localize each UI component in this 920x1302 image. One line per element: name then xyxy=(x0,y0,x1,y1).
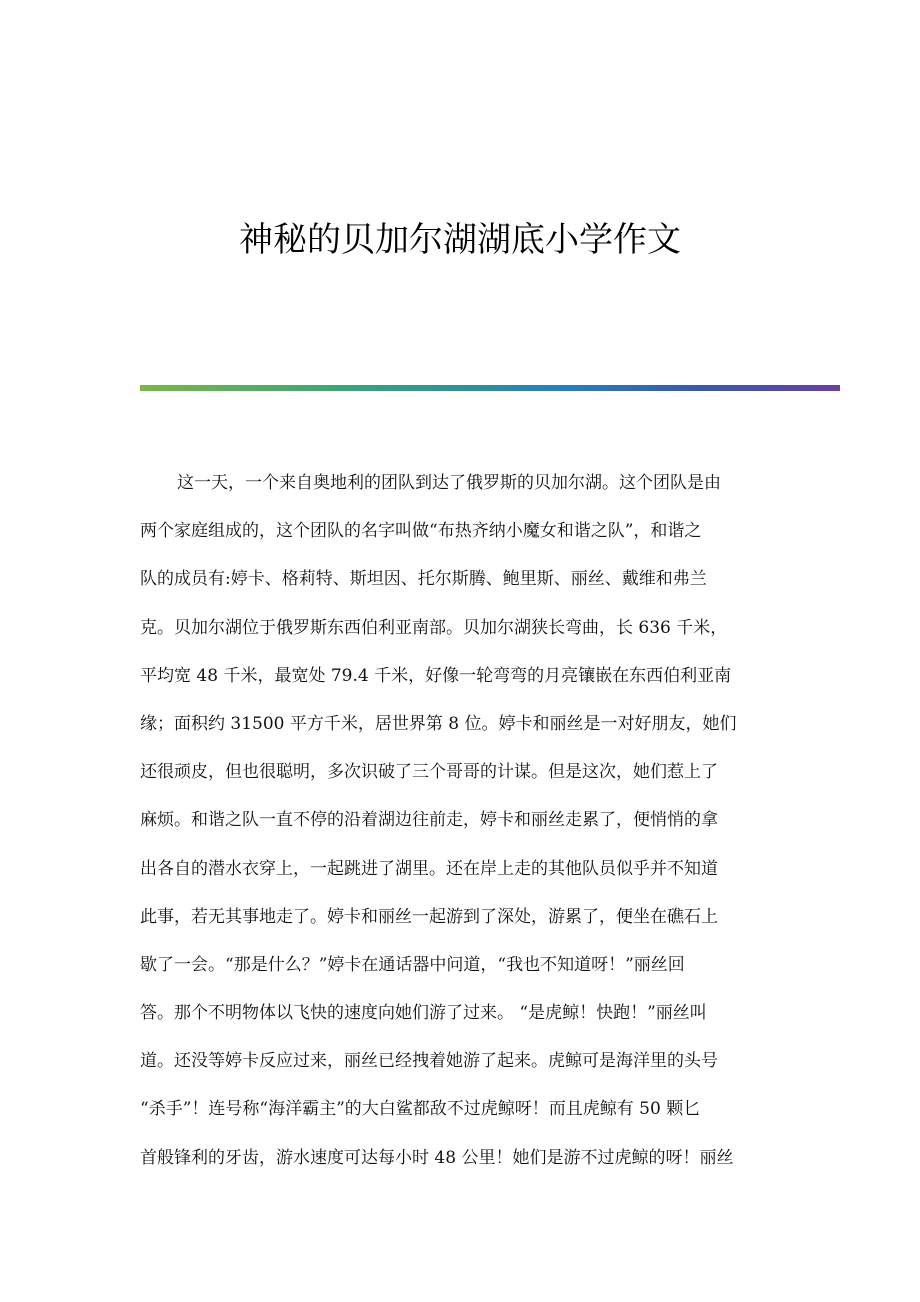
text-line: 道。还没等婷卡反应过来，丽丝已经拽着她游了起来。虎鲸可是海洋里的头号 xyxy=(140,1051,718,1072)
text-line: 麻烦。和谐之队一直不停的沿着湖边往前走，婷卡和丽丝走累了，便悄悄的拿 xyxy=(140,810,718,831)
text-line: “杀手”！连号称“海洋霸主”的大白鲨都敌不过虎鲸呀！而且虎鲸有 50 颗匕 xyxy=(140,1099,701,1120)
essay-body xyxy=(140,459,780,1182)
text-line: 首般锋利的牙齿，游水速度可达每小时 48 公里！她们是游不过虎鲸的呀！丽丝 xyxy=(140,1147,734,1168)
text-line: 克。贝加尔湖位于俄罗斯东西伯利亚南部。贝加尔湖狭长弯曲，长 636 千米， xyxy=(140,617,728,638)
text-line: 此事，若无其事地走了。婷卡和丽丝一起游到了深处，游累了，便坐在礁石上 xyxy=(140,906,718,927)
document-title: 神秘的贝加尔湖湖底小学作文 xyxy=(239,220,681,260)
text-line: 还很顽皮，但也很聪明，多次识破了三个哥哥的计谋。但是这次，她们惹上了 xyxy=(140,762,718,783)
title-divider xyxy=(140,385,840,391)
text-line: 两个家庭组成的，这个团队的名字叫做“布热齐纳小魔女和谐之队”，和谐之 xyxy=(140,521,702,542)
text-line: 答。那个不明物体以飞快的速度向她们游了过来。 “是虎鲸！快跑！”丽丝叫 xyxy=(140,1003,707,1024)
text-line: 缘；面积约 31500 平方千米，居世界第 8 位。婷卡和丽丝是一对好朋友，她们 xyxy=(140,713,737,734)
text-line: 这一天，一个来自奥地利的团队到达了俄罗斯的贝加尔湖。这个团队是由 xyxy=(177,473,721,493)
text-line: 歇了一会。“那是什么？”婷卡在通话器中问道，“我也不知道呀！”丽丝回 xyxy=(140,954,685,975)
text-line: 出各自的潜水衣穿上，一起跳进了湖里。还在岸上走的其他队员似乎并不知道 xyxy=(140,858,718,879)
text-line: 平均宽 48 千米，最宽处 79.4 千米，好像一轮弯弯的月亮镶嵌在东西伯利亚南 xyxy=(140,665,732,686)
text-line: 队的成员有:婷卡、格莉特、斯坦因、托尔斯腾、鲍里斯、丽丝、戴维和弗兰 xyxy=(140,569,707,590)
